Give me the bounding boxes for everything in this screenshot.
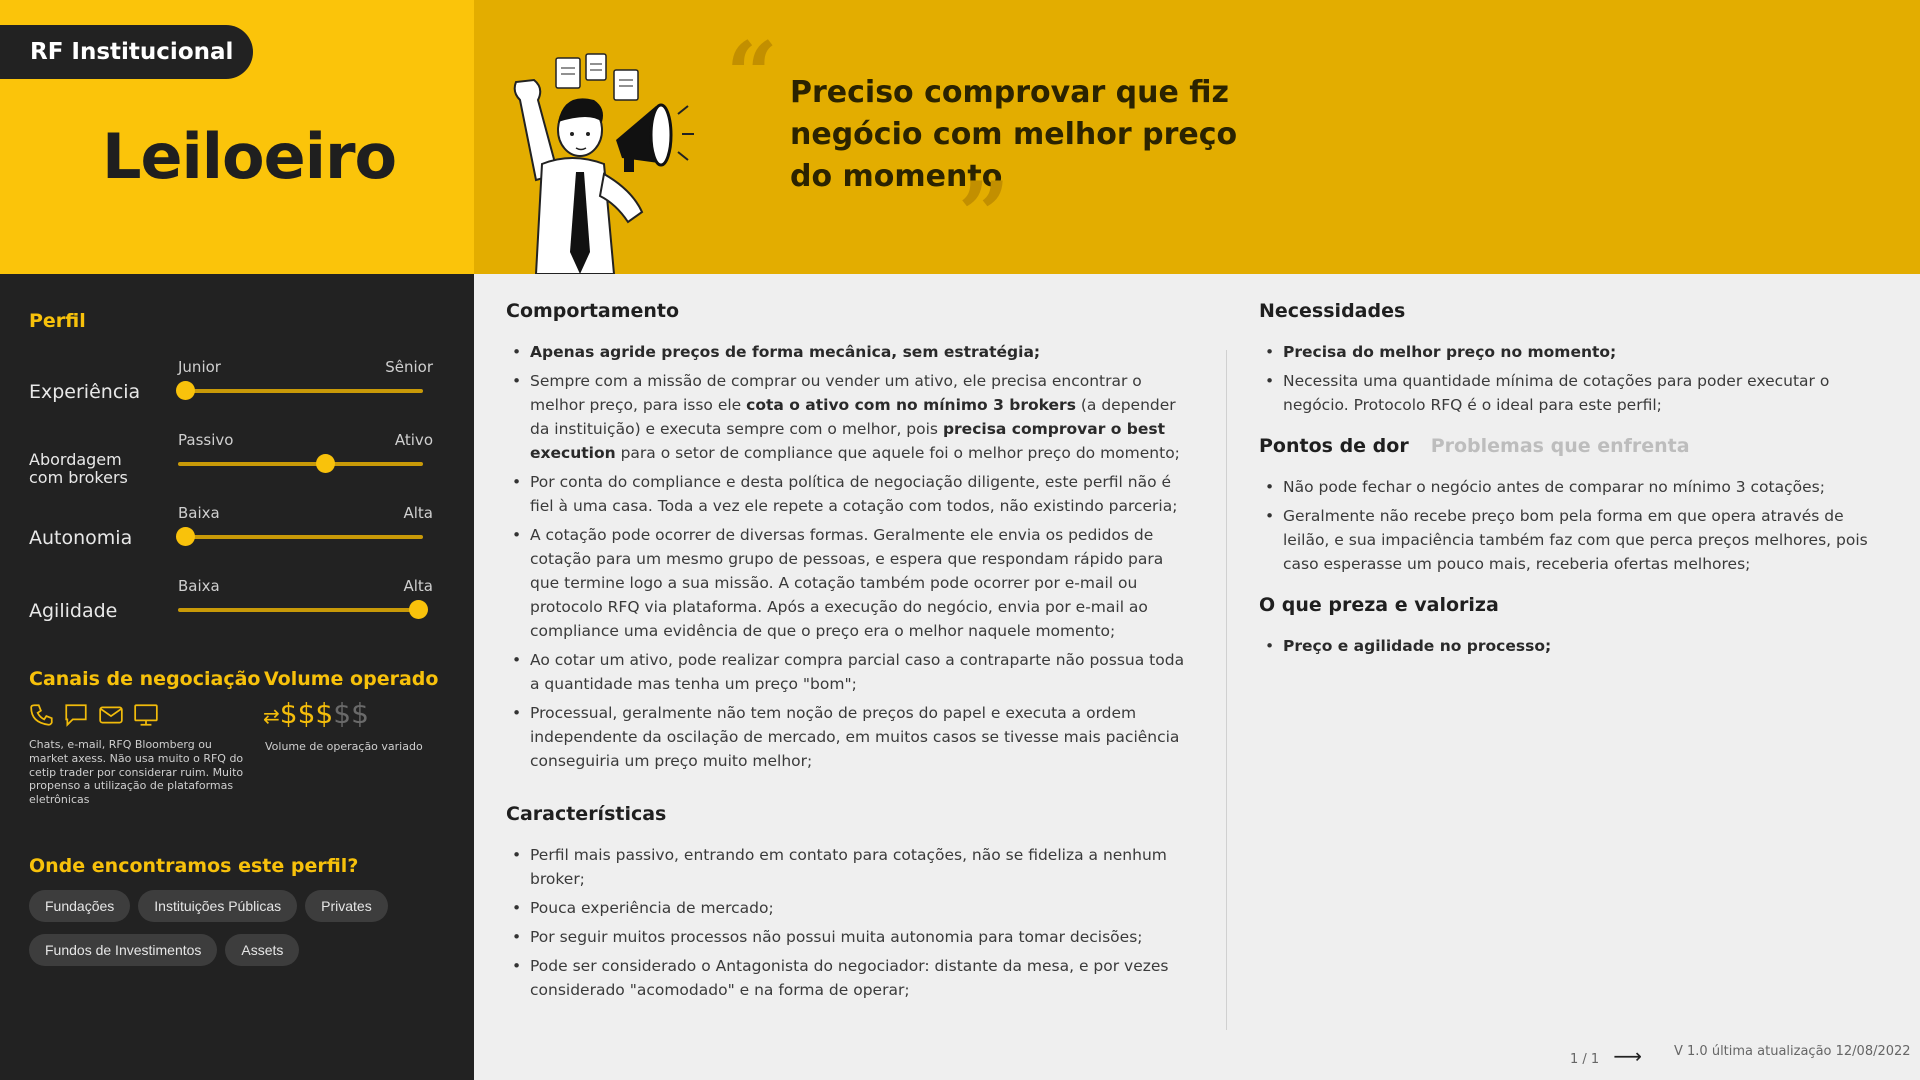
list-item: • Geralmente não recebe preço bom pela forma em que opera através de leilão, e sua impaciência também faz com que perca preços melhores, pois caso esperasse um pouco mais, receberia ofertas melhores;	[1259, 504, 1889, 576]
channels-note: Chats, e-mail, RFQ Bloomberg ou market axess. Não usa muito o RFQ do cetip trader por considerar ruim. Muito propenso a utilização de plataformas eletrônicas	[29, 738, 244, 806]
comportamento-title: Comportamento	[506, 300, 680, 322]
needs-column	[1259, 300, 1889, 663]
dollar-sign: $	[297, 697, 316, 730]
slider-knob[interactable]	[409, 600, 428, 619]
volume-title: Volume operado	[264, 668, 439, 690]
megaphone-man-illustration	[496, 44, 726, 274]
dollar-sign: $	[351, 697, 369, 730]
persona-quote: Preciso comprovar que fiz negócio com melhor preço do momento	[790, 75, 1238, 194]
exchange-icon: ⇄	[263, 704, 280, 728]
caracteristicas-list	[506, 843, 1196, 1002]
list-item: • Sempre com a missão de comprar ou vender um ativo, ele precisa encontrar o melhor preço, para isso ele cota o ativo com no mínimo 3 brokers (a depender da instituição) e executa sempre com o melhor, pois precisa comprovar o best execution para o setor de compliance que aquele foi o melhor preço do momento;	[506, 369, 1196, 465]
version-label: V 1.0 última atualização 12/08/2022	[1674, 1044, 1911, 1059]
channels-title: Canais de negociação	[29, 668, 261, 690]
open-quote-icon: “	[726, 22, 778, 128]
list-item: • Não pode fechar o negócio antes de comparar no mínimo 3 cotações;	[1259, 475, 1889, 499]
slider-label: Abordagem com brokers	[29, 450, 128, 487]
slider-autonomia	[29, 504, 433, 564]
slider-max-label: Alta	[403, 504, 433, 522]
slider-label: Experiência	[29, 381, 141, 403]
persona-header-panel	[0, 0, 474, 274]
preza-list	[1259, 634, 1889, 658]
phone-icon	[29, 702, 55, 728]
slider-track	[178, 608, 423, 612]
chip-fundacoes[interactable]: Fundações	[29, 890, 130, 922]
slider-track	[178, 535, 423, 539]
monitor-icon	[133, 702, 159, 728]
slider-track	[178, 462, 423, 466]
next-arrow-icon[interactable]: ⟶	[1613, 1044, 1642, 1068]
column-divider	[1226, 350, 1227, 1030]
slider-label: Autonomia	[29, 527, 133, 549]
chat-icon	[63, 702, 89, 728]
dor-title-row	[1259, 435, 1889, 457]
caracteristicas-title: Características	[506, 803, 667, 825]
slider-track	[178, 389, 423, 393]
list-item: • Ao cotar um ativo, pode realizar compra parcial caso a contraparte não possua toda a quantidade mas tenha um preço "bom";	[506, 648, 1196, 696]
slider-abordagem	[29, 431, 433, 491]
page-indicator: 1 / 1	[1570, 1052, 1600, 1067]
slider-agilidade	[29, 577, 433, 637]
list-item: • Precisa do melhor preço no momento;	[1259, 340, 1889, 364]
list-item: • Por conta do compliance e desta política de negociação diligente, este perfil não é fiel à uma casa. Toda a vez ele repete a cotação com todos, não existindo parceria;	[506, 470, 1196, 518]
dor-list	[1259, 475, 1889, 576]
list-item: • Pouca experiência de mercado;	[506, 896, 1196, 920]
list-item: • Processual, geralmente não tem noção de preços do papel e executa a ordem independente da oscilação de mercado, em muitos casos se tivesse mais paciência conseguiria um preço muito melhor;	[506, 701, 1196, 773]
slider-min-label: Junior	[178, 358, 221, 376]
comportamento-list	[506, 340, 1196, 773]
slider-min-label: Baixa	[178, 577, 220, 595]
list-item: • Necessita uma quantidade mínima de cotações para poder executar o negócio. Protocolo RFQ é o ideal para este perfil;	[1259, 369, 1889, 417]
chip-assets[interactable]: Assets	[225, 934, 299, 966]
chip-fundos-investimentos[interactable]: Fundos de Investimentos	[29, 934, 217, 966]
volume-level	[263, 697, 369, 730]
slider-knob[interactable]	[316, 454, 335, 473]
volume-dollars	[280, 697, 369, 730]
dor-subtitle: Problemas que enfrenta	[1430, 435, 1690, 457]
profile-sidebar	[0, 274, 474, 1080]
slider-max-label: Sênior	[385, 358, 433, 376]
list-item: • Pode ser considerado o Antagonista do negociador: distante da mesa, e por vezes considerado "acomodado" e na forma de operar;	[506, 954, 1196, 1002]
list-item: • Apenas agride preços de forma mecânica, sem estratégia;	[506, 340, 1196, 364]
list-item: • Por seguir muitos processos não possui muita autonomia para tomar decisões;	[506, 925, 1196, 949]
necessidades-title: Necessidades	[1259, 300, 1406, 322]
chip-instituicoes-publicas[interactable]: Instituições Públicas	[138, 890, 297, 922]
list-item: • Perfil mais passivo, entrando em contato para cotações, não se fideliza a nenhum broker;	[506, 843, 1196, 891]
slider-label: Agilidade	[29, 600, 118, 622]
persona-title: Leiloeiro	[102, 120, 397, 193]
volume-note: Volume de operação variado	[265, 740, 423, 753]
profile-title: Perfil	[29, 310, 86, 332]
dor-title: Pontos de dor	[1259, 435, 1409, 457]
behavior-column	[506, 300, 1196, 1007]
slider-min-label: Baixa	[178, 504, 220, 522]
slider-knob[interactable]	[176, 381, 195, 400]
necessidades-list	[1259, 340, 1889, 417]
slider-max-label: Alta	[403, 577, 433, 595]
preza-title: O que preza e valoriza	[1259, 594, 1499, 616]
slider-max-label: Ativo	[394, 431, 433, 449]
slider-min-label: Passivo	[178, 431, 234, 449]
mail-icon	[97, 702, 125, 728]
where-chips	[29, 890, 449, 966]
where-title: Onde encontramos este perfil?	[29, 855, 359, 877]
pagination	[1570, 1044, 1642, 1068]
chip-privates[interactable]: Privates	[305, 890, 388, 922]
dollar-sign: $	[279, 697, 298, 730]
channels-icons	[29, 702, 159, 728]
dollar-sign: $	[315, 697, 334, 730]
category-tag: RF Institucional	[0, 25, 253, 79]
close-quote-icon: ”	[958, 162, 1010, 268]
quote-banner	[474, 0, 1920, 274]
dollar-sign: $	[333, 697, 352, 730]
slider-experiencia	[29, 358, 433, 418]
list-item: • Preço e agilidade no processo;	[1259, 634, 1889, 658]
list-item: • A cotação pode ocorrer de diversas formas. Geralmente ele envia os pedidos de cotação para um mesmo grupo de pessoas, e espera que respondam rápido para que termine logo a sua missão. A cotação também pode ocorrer por e-mail ou protocolo RFQ via plataforma. Após a execução do negócio, envia por e-mail ao compliance uma evidência de que o preço era o melhor naquele momento;	[506, 523, 1196, 643]
slider-knob[interactable]	[176, 527, 195, 546]
